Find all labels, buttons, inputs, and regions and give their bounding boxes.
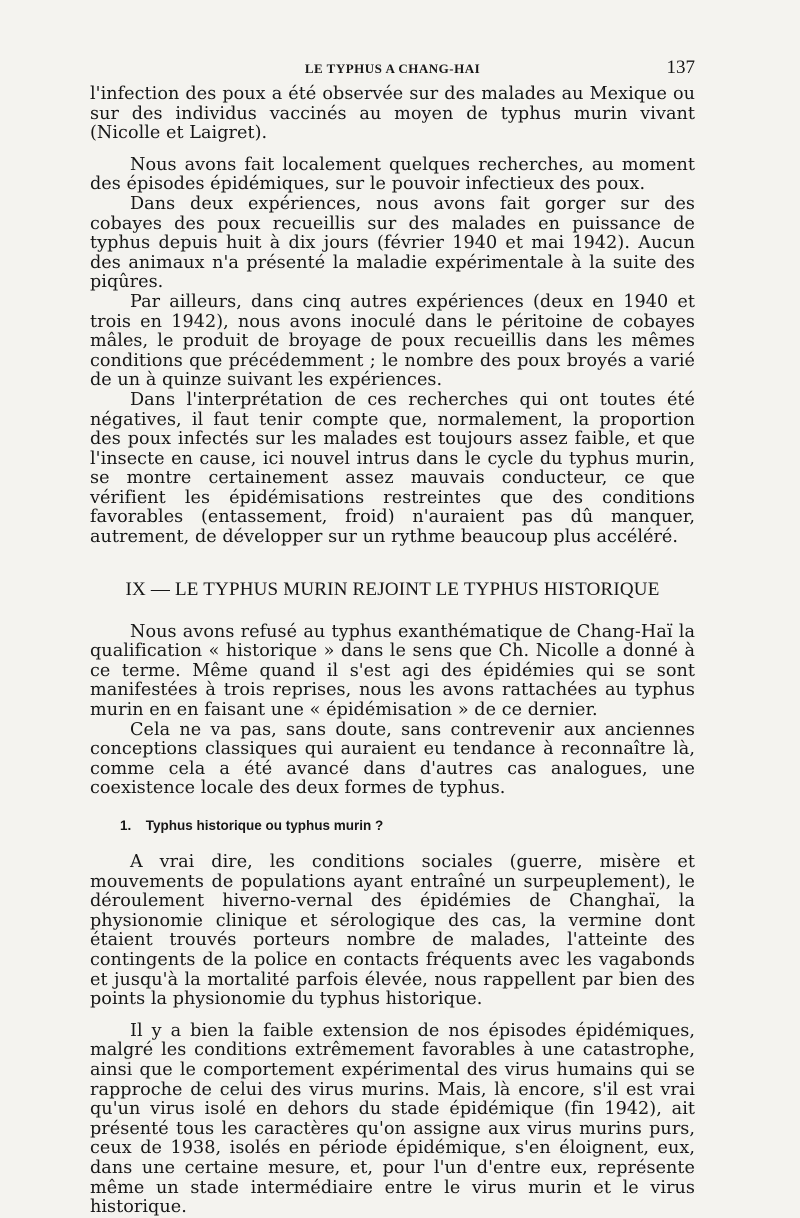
paragraph-two-experiments: Dans deux expériences, nous avons fait gorger sur des cobayes des poux recueillis sur des malades en puissance de typhus depuis huit à dix jours (février 1940 et mai 1942). Aucun des animaux n'a présenté la maladie expérimentale à la suite des piqûres. (90, 193, 695, 293)
paragraph-five-experiments: Par ailleurs, dans cinq autres expériences (deux en 1940 et trois en 1942), nous avons inoculé dans le péritoine de cobayes mâles, le produit de broyage de poux recueillis dans les mêmes conditions que précédemment ; le nombre des poux broyés a varié de un à quinze suivant les expériences. (90, 291, 695, 391)
page-number: 137 (666, 57, 695, 78)
paragraph-weak-extension: Il y a bien la faible extension de nos épisodes épidémiques, malgré les conditions extrêmement favorables à une catastrophe, ainsi que le comportement expérimental des virus humains qui se rapproche de celui des virus murins. Mais, là encore, s'il est vrai qu'un virus isolé en dehors du stade épidémique (fin 1942), ait présenté tous les caractères qu'on assigne aux virus murins purs, ceux de 1938, isolés en période épidémique, s'en éloignent, eux, dans une certaine mesure, et, pour l'un d'entre eux, représente même un stade intermédiaire entre le virus murin et le virus historique. (90, 1020, 695, 1218)
section-heading: IX — LE TYPHUS MURIN REJOINT LE TYPHUS HISTORIQUE (125, 578, 660, 600)
paragraph-social-conditions: A vrai dire, les conditions sociales (guerre, misère et mouvements de populations ayant entraîné un surpeuplement), le déroulement hiverno-vernal des épidémies de Changhaï, la physionomie clinique et sérologique des cas, la vermine dont étaient trouvés porteurs nombre de malades, l'atteinte des contingents de la police en contacts fréquents avec les vagabonds et jusqu'à la mortalité parfois élevée, nous rappellent par bien des points la physionomie du typhus historique. (90, 852, 695, 1010)
paragraph-qualification: Nous avons refusé au typhus exanthématique de Chang-Haï la qualification « historique » dans le sens que Ch. Nicolle a donné à ce terme. Même quand il s'est agi des épidémies qui se sont manifestées à trois reprises, nous les avons rattachées au typhus murin en en faisant une « épidémisation » de ce dernier. (90, 621, 695, 721)
paragraph-continuation: l'infection des poux a été observée sur des malades au Mexique ou sur des individus vaccinés au moyen de typhus murin vivant (Nicolle et Laigret). (90, 84, 695, 144)
running-title: LE TYPHUS A CHANG-HAI (304, 61, 481, 76)
page-header (90, 55, 695, 85)
paragraph-local-research: Nous avons fait localement quelques recherches, au moment des épisodes épidémiques, sur le pouvoir infectieux des poux. (90, 154, 695, 195)
paragraph-interpretation: Dans l'interprétation de ces recherches qui ont toutes été négatives, il faut tenir compte que, normalement, la proportion des poux infectés sur les malades est toujours assez faible, et que l'insecte en cause, ici nouvel intrus dans le cycle du typhus murin, se montre certainement assez mauvais conducteur, ce que vérifient les épidémisations restreintes que des conditions favorables (entassement, froid) n'auraient pas dû manquer, autrement, de développer sur un rythme beaucoup plus accéléré. (90, 389, 695, 548)
page (90, 55, 695, 1218)
paragraph-classical-conceptions: Cela ne va pas, sans doute, sans contrevenir aux anciennes conceptions classiques qui auraient eu tendance à reconnaître là, comme cela a été avancé dans d'autres cas analogues, une coexistence locale des deux formes de typhus. (90, 719, 695, 799)
subsection-number: 1. (120, 818, 132, 833)
subsection-heading (90, 818, 695, 833)
subsection-title: Typhus historique ou typhus murin ? (145, 818, 384, 833)
